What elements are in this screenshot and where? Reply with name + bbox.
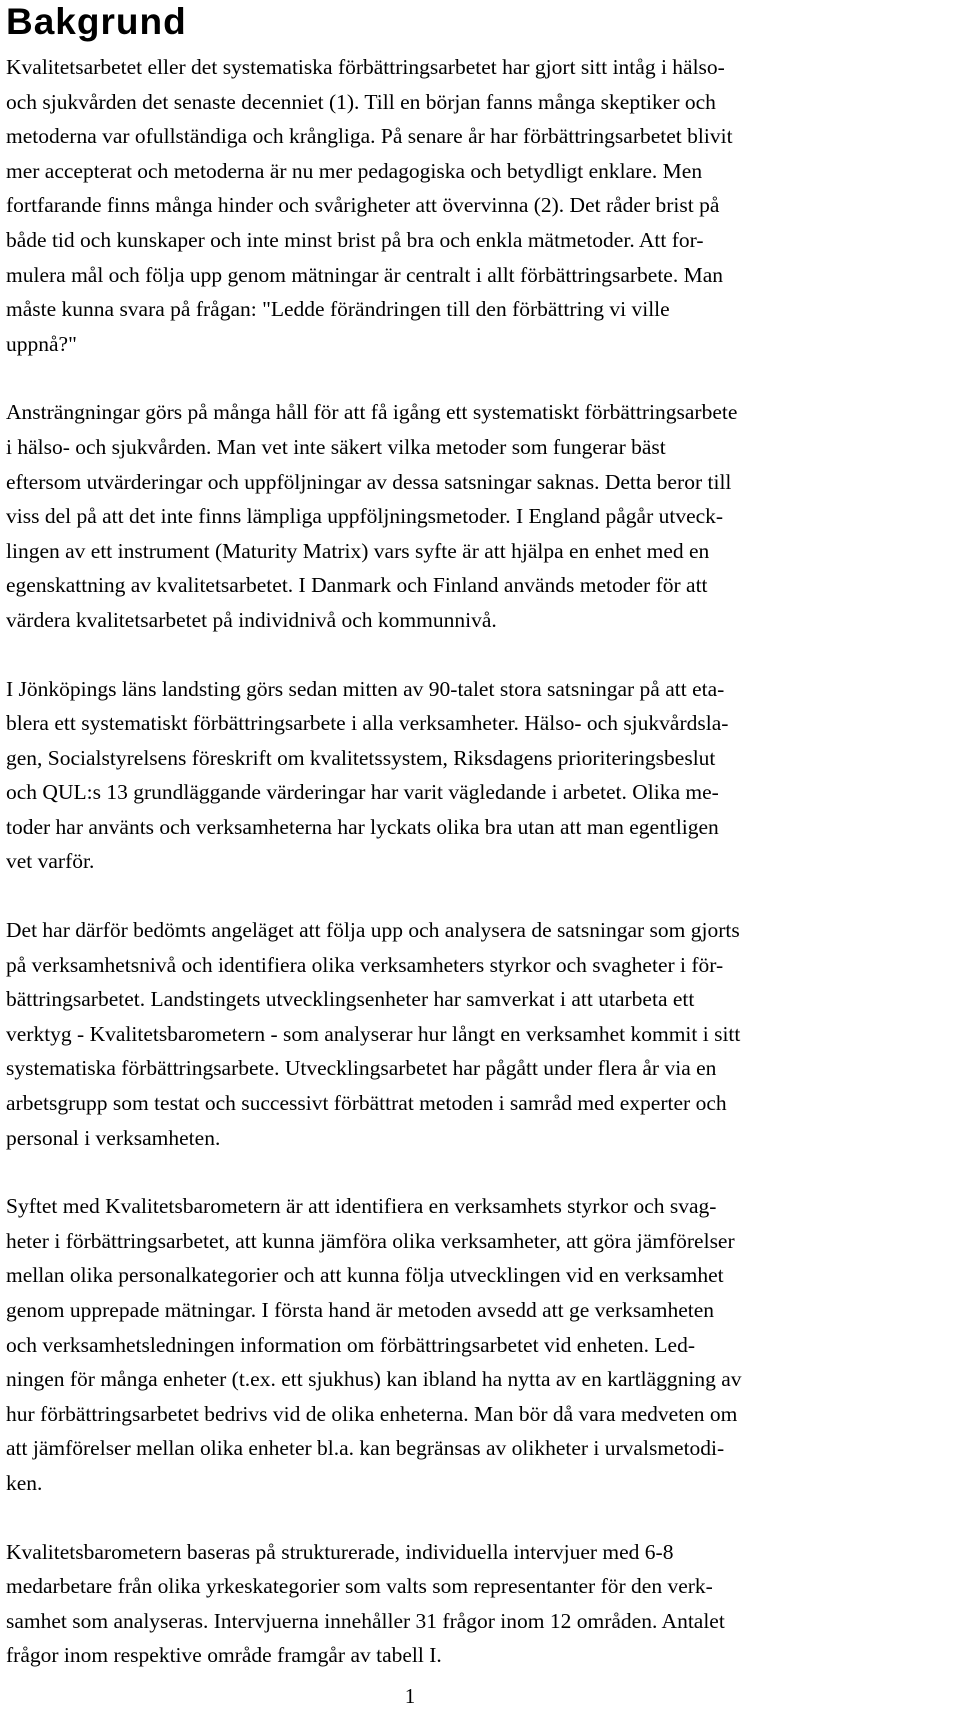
- text-line: personal i verksamheten.: [6, 1125, 221, 1150]
- text-line: bättringsarbetet. Landstingets utvecklingsenheter har samverkat i att utarbeta ett: [6, 987, 695, 1012]
- text-line: i hälso- och sjukvården. Man vet inte säkert vilka metoder som fungerar bäst: [6, 434, 666, 459]
- text-line: medarbetare från olika yrkeskategorier som valts som representanter för den verk-: [6, 1574, 713, 1599]
- text-line: gen, Socialstyrelsens föreskrift om kvalitetssystem, Riksdagens prioriteringsbeslut: [6, 745, 716, 770]
- paragraph: [6, 1189, 954, 1500]
- text-line: viss del på att det inte finns lämpliga uppföljningsmetoder. I England pågår utveck-: [6, 504, 724, 529]
- paragraph: [6, 913, 954, 1155]
- page-number: 1: [404, 1684, 416, 1708]
- text-line: heter i förbättringsarbetet, att kunna jämföra olika verksamheter, att göra jämförelser: [6, 1228, 735, 1253]
- text-line: och QUL:s 13 grundläggande värderingar har varit vägledande i arbetet. Olika me-: [6, 780, 719, 805]
- text-line: lingen av ett instrument (Maturity Matrix) vars syfte är att hjälpa en enhet med en: [6, 538, 710, 563]
- text-line: Kvalitetsarbetet eller det systematiska förbättringsarbetet har gjort sitt intåg i hälso-: [6, 55, 725, 79]
- body-text: [6, 50, 954, 1673]
- text-line: toder har använts och verksamheterna har lyckats olika bra utan att man egentligen: [6, 814, 719, 839]
- paragraph: [6, 395, 954, 637]
- text-line: ningen för många enheter (t.ex. ett sjukhus) kan ibland ha nytta av en kartläggning av: [6, 1367, 742, 1392]
- text-line: hur förbättringsarbetet bedrivs vid de olika enheterna. Man bör då vara medveten om: [6, 1401, 738, 1426]
- text-line: Syftet med Kvalitetsbarometern är att identifiera en verksamhets styrkor och svag-: [6, 1194, 717, 1219]
- text-line: fortfarande finns många hinder och svårigheter att övervinna (2). Det råder brist på: [6, 193, 720, 218]
- text-line: frågor inom respektive område framgår av tabell I.: [6, 1643, 442, 1668]
- text-line: både tid och kunskaper och inte minst brist på bra och enkla mätmetoder. Att for-: [6, 227, 704, 252]
- text-line: systematiska förbättringsarbete. Utvecklingsarbetet har pågått under flera år via en: [6, 1056, 717, 1081]
- paragraph: [6, 50, 954, 361]
- paragraph: [6, 672, 954, 880]
- text-line: värdera kvalitetsarbetet på individnivå och kommunnivå.: [6, 607, 497, 632]
- text-line: på verksamhetsnivå och identifiera olika verksamheters styrkor och svagheter i för-: [6, 952, 724, 977]
- text-line: Det har därför bedömts angeläget att följa upp och analysera de satsningar som gjorts: [6, 918, 740, 943]
- text-line: mer accepterat och metoderna är nu mer pedagogiska och betydligt enklare. Men: [6, 158, 703, 183]
- text-line: ken.: [6, 1470, 43, 1495]
- text-line: blera ett systematiskt förbättringsarbete i alla verksamheter. Hälso- och sjukvårdsla-: [6, 711, 729, 736]
- text-line: egenskattning av kvalitetsarbetet. I Danmark och Finland används metoder för att: [6, 573, 708, 598]
- text-line: måste kunna svara på frågan: "Ledde förändringen till den förbättring vi ville: [6, 297, 670, 322]
- text-line: vet varför.: [6, 849, 95, 874]
- text-line: och verksamhetsledningen information om förbättringsarbetet vid enheten. Led-: [6, 1332, 695, 1357]
- text-line: Ansträngningar görs på många håll för att få igång ett systematiskt förbättringsarbete: [6, 400, 738, 425]
- text-line: uppnå?": [6, 331, 77, 356]
- text-line: samhet som analyseras. Intervjuerna innehåller 31 frågor inom 12 områden. Antalet: [6, 1608, 725, 1633]
- text-line: att jämförelser mellan olika enheter bl.a. kan begränsas av olikheter i urvalsmetodi-: [6, 1436, 725, 1461]
- text-line: genom upprepade mätningar. I första hand är metoden avsedd att ge verksamheten: [6, 1298, 715, 1322]
- text-line: och sjukvården det senaste decenniet (1). Till en början fanns många skeptiker och: [6, 89, 716, 114]
- section-heading: Bakgrund: [6, 1, 187, 42]
- text-line: mellan olika personalkategorier och att kunna följa utvecklingen vid en verksamhet: [6, 1263, 724, 1288]
- document-page: [6, 0, 954, 1673]
- text-line: mulera mål och följa upp genom mätningar är centralt i allt förbättringsarbete. Man: [6, 262, 724, 287]
- text-line: eftersom utvärderingar och uppföljningar av dessa satsningar saknas. Detta beror till: [6, 469, 732, 494]
- text-line: arbetsgrupp som testat och successivt förbättrat metoden i samråd med experter och: [6, 1091, 727, 1116]
- text-line: verktyg - Kvalitetsbarometern - som analyserar hur långt en verksamhet kommit i sitt: [6, 1021, 741, 1046]
- text-line: metoderna var ofullständiga och krångliga. På senare år har förbättringsarbetet blivit: [6, 124, 733, 149]
- text-line: Kvalitetsbarometern baseras på strukturerade, individuella intervjuer med 6-8: [6, 1539, 674, 1564]
- text-line: I Jönköpings läns landsting görs sedan mitten av 90-talet stora satsningar på att eta-: [6, 676, 725, 701]
- paragraph: [6, 1535, 954, 1673]
